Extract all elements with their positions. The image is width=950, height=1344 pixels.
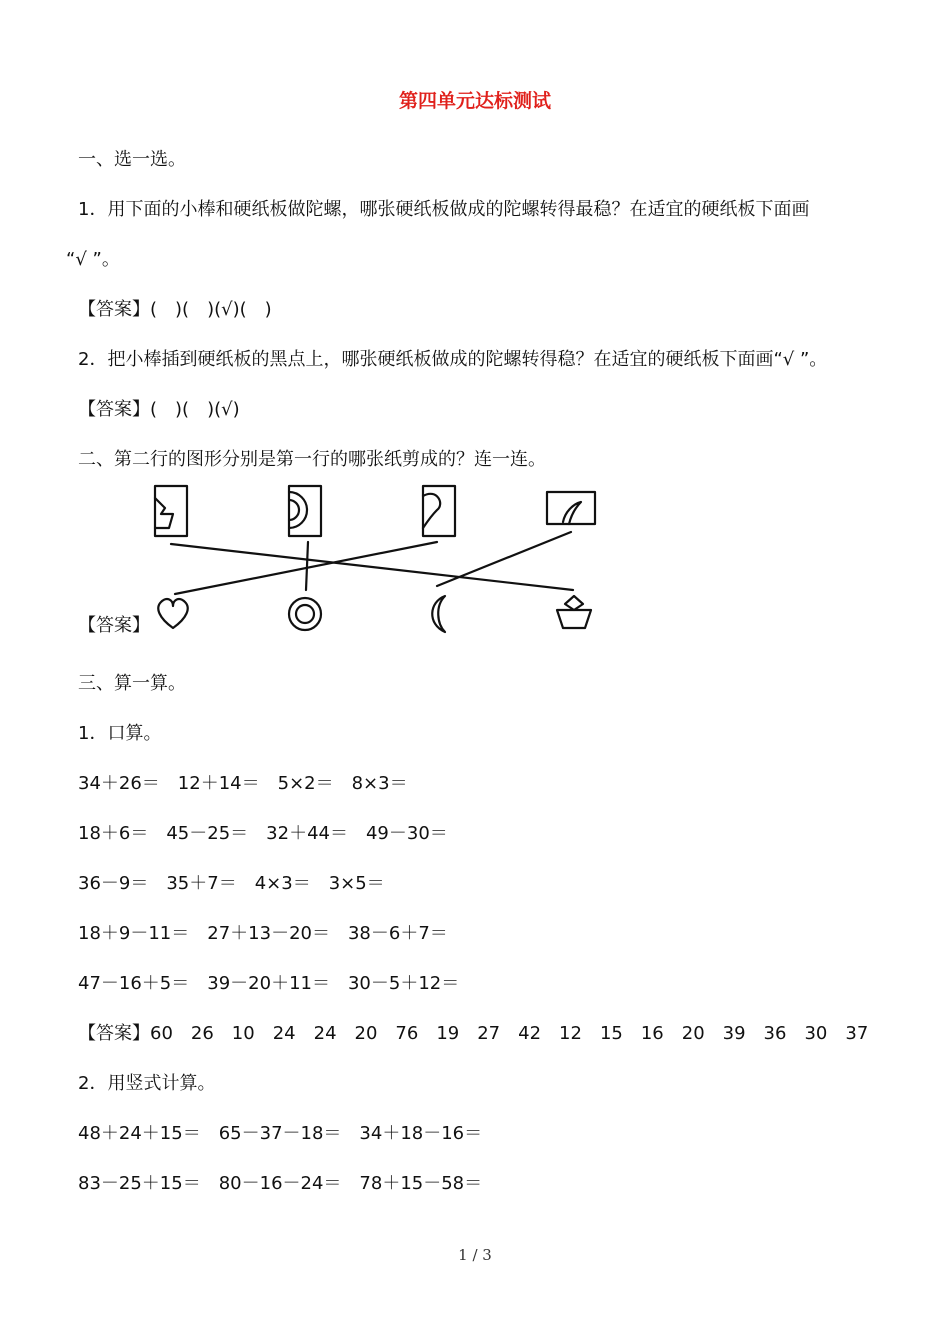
heart-shape [158, 599, 187, 628]
paper-moon-fold [547, 492, 595, 524]
oral-row: 34＋26＝ 12＋14＝ 5×2＝ 8×3＝ [78, 773, 408, 794]
section1-heading: 一、选一选。 [78, 149, 186, 170]
section2-answer-label: 【答案】 [78, 615, 150, 636]
section3-heading: 三、算一算。 [78, 673, 186, 694]
ring-shape [289, 598, 321, 630]
moon-shape [432, 596, 445, 632]
matching-figure [145, 478, 605, 638]
q1-text-line1: 1．用下面的小棒和硬纸板做陀螺，哪张硬纸板做成的陀螺转得最稳？在适宜的硬纸板下面画 [78, 199, 810, 220]
oral-row: 18＋6＝ 45－25＝ 32＋44＝ 49－30＝ [78, 823, 448, 844]
vertical-row: 83－25＋15＝ 80－16－24＝ 78＋15－58＝ [78, 1173, 483, 1194]
page-title: 第四单元达标测试 [398, 90, 551, 112]
oral-answer: 【答案】60 26 10 24 24 20 76 19 27 42 12 15 16 20 39 36 30 37 [78, 1023, 869, 1044]
oral-row: 47－16＋5＝ 39－20＋11＝ 30－5＋12＝ [78, 973, 460, 994]
match-line-moon [437, 532, 571, 586]
vertical-calc-heading: 2．用竖式计算。 [78, 1073, 216, 1094]
oral-row: 18＋9－11＝ 27＋13－20＝ 38－6＋7＝ [78, 923, 448, 944]
q1-answer: 【答案】( )( )(√)( ) [78, 299, 272, 320]
q2-answer: 【答案】( )( )(√) [78, 399, 240, 420]
section2-heading: 二、第二行的图形分别是第一行的哪张纸剪成的？连一连。 [78, 449, 546, 470]
q1-text-line2: “√ ”。 [66, 249, 120, 270]
oral-calc-heading: 1．口算。 [78, 723, 162, 744]
oral-row: 36－9＝ 35＋7＝ 4×3＝ 3×5＝ [78, 873, 385, 894]
basket-shape [557, 596, 591, 628]
paper-basket-fold [155, 486, 187, 536]
paper-heart-fold [423, 486, 455, 536]
vertical-row: 48＋24＋15＝ 65－37－18＝ 34＋18－16＝ [78, 1123, 483, 1144]
q2-text: 2．把小棒插到硬纸板的黑点上，哪张硬纸板做成的陀螺转得稳？在适宜的硬纸板下面画“√ ”。 [78, 349, 828, 370]
match-line-ring [306, 542, 308, 590]
paper-ring-fold [289, 486, 321, 536]
page-number: 1 / 3 [458, 1246, 492, 1264]
